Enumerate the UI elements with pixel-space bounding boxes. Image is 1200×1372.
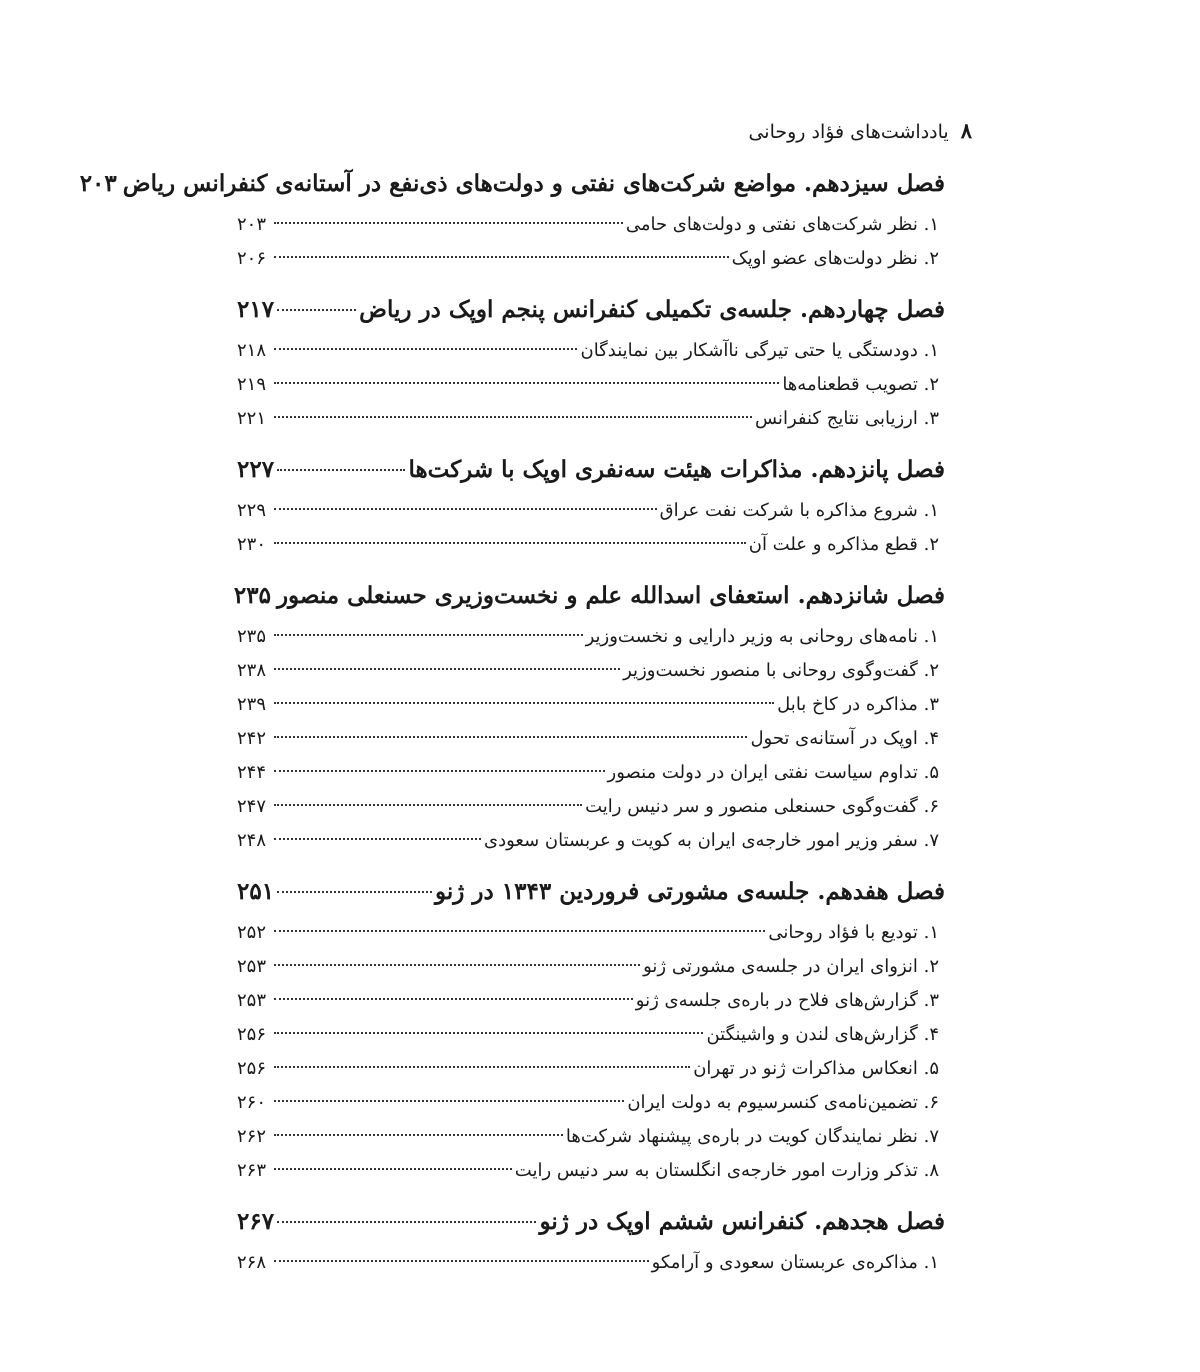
section-entry-title: ۷. نظر نمایندگان کویت در باره‌ی پیشنهاد شرکت‌ها — [565, 1126, 939, 1147]
dot-leader — [274, 964, 640, 966]
section-entry-title: ۲. نظر دولت‌های عضو اوپک — [731, 248, 939, 269]
running-header — [748, 118, 972, 143]
chapter-heading-title: فصل هفدهم. جلسه‌ی مشورتی فروردین ۱۳۴۳ در ژنو — [435, 878, 945, 905]
section-entry-page: ۲۶۰ — [237, 1092, 267, 1113]
chapter-heading-title: فصل هجدهم. کنفرانس ششم اوپک در ژنو — [539, 1208, 945, 1235]
book-title: یادداشت‌های فؤاد روحانی — [748, 121, 949, 143]
chapter-heading — [233, 582, 945, 626]
section-entry-page: ۲۲۱ — [237, 408, 267, 429]
dot-leader — [274, 542, 746, 544]
section-entry — [237, 626, 945, 660]
chapter-block — [237, 1208, 945, 1286]
dot-leader — [274, 1100, 624, 1102]
section-entry-title: ۷. سفر وزیر امور خارجه‌ی ایران به کویت و عربستان سعودی — [484, 830, 939, 851]
section-entry-title: ۱. نامه‌های روحانی به وزیر دارایی و نخست‌وزیر — [585, 626, 939, 647]
section-entry — [237, 500, 945, 534]
section-entry-title: ۱. نظر شرکت‌های نفتی و دولت‌های حامی — [625, 214, 939, 235]
section-entry — [237, 1024, 945, 1058]
chapter-heading — [237, 296, 945, 340]
dot-leader — [274, 256, 729, 258]
chapter-heading — [237, 1208, 945, 1252]
section-entry — [237, 1092, 945, 1126]
section-entry-page: ۲۳۸ — [237, 660, 267, 681]
section-entry-page: ۲۴۸ — [237, 830, 267, 851]
section-entry-title: ۲. گفت‌وگوی روحانی با منصور نخست‌وزیر — [623, 660, 939, 681]
chapter-block — [237, 456, 945, 568]
section-entry-page: ۲۶۲ — [237, 1126, 267, 1147]
dot-leader — [274, 668, 620, 670]
dot-leader — [274, 930, 765, 932]
chapter-block — [237, 296, 945, 442]
section-entry-title: ۶. تضمین‌نامه‌ی کنسرسیوم به دولت ایران — [627, 1092, 939, 1113]
section-entry-page: ۲۵۶ — [237, 1024, 267, 1045]
section-entry-page: ۲۵۶ — [237, 1058, 267, 1079]
section-entry-title: ۵. تداوم سیاست نفتی ایران در دولت منصور — [607, 762, 939, 783]
chapter-block — [233, 582, 945, 864]
section-entry — [237, 374, 945, 408]
chapter-heading-page: ۲۱۷ — [237, 296, 275, 323]
chapter-heading-title: فصل شانزدهم. استعفای اسدالله علم و نخست‌وزیری حسنعلی منصور — [276, 582, 945, 609]
dot-leader — [274, 348, 577, 350]
section-entry — [237, 1160, 945, 1194]
section-entry-title: ۲. تصویب قطعنامه‌ها — [782, 374, 939, 395]
dot-leader — [274, 1032, 703, 1034]
dot-leader — [274, 1134, 563, 1136]
dot-leader — [274, 222, 623, 224]
dot-leader — [274, 1168, 512, 1170]
section-entry-title: ۳. ارزیابی نتایج کنفرانس — [754, 408, 939, 429]
section-entry — [237, 796, 945, 830]
section-entry-page: ۲۳۹ — [237, 694, 267, 715]
dot-leader — [274, 702, 774, 704]
section-entry-page: ۲۴۷ — [237, 796, 267, 817]
dot-leader — [274, 838, 481, 840]
section-entry-page: ۲۶۳ — [237, 1160, 267, 1181]
dot-leader — [274, 634, 583, 636]
chapter-heading — [79, 170, 945, 214]
chapter-heading-title: فصل چهاردهم. جلسه‌ی تکمیلی کنفرانس پنجم اوپک در ریاض — [359, 296, 945, 323]
section-entry — [237, 248, 945, 282]
chapter-heading-title: فصل سیزدهم. مواضع شرکت‌های نفتی و دولت‌های ذی‌نفع در آستانه‌ی کنفرانس ریاض — [122, 170, 945, 197]
section-entry-page: ۲۳۰ — [237, 534, 267, 555]
section-entry — [237, 1126, 945, 1160]
section-entry-page: ۲۰۳ — [237, 214, 267, 235]
section-entry-title: ۲. قطع مذاکره و علت آن — [748, 534, 939, 555]
section-entry-title: ۱. دودستگی یا حتی تیرگی ناآشکار بین نمایندگان — [580, 340, 939, 361]
section-entry — [237, 214, 945, 248]
section-entry-page: ۲۵۲ — [237, 922, 267, 943]
section-entry-title: ۳. مذاکره در کاخ بابل — [777, 694, 939, 715]
dot-leader — [274, 416, 752, 418]
section-entry — [237, 728, 945, 762]
section-entry — [237, 534, 945, 568]
section-entry-title: ۲. انزوای ایران در جلسه‌ی مشورتی ژنو — [643, 956, 939, 977]
section-entry-page: ۲۵۳ — [237, 990, 267, 1011]
section-entry-title: ۶. گفت‌وگوی حسنعلی منصور و سر دنیس رایت — [585, 796, 939, 817]
section-entry-title: ۴. اوپک در آستانه‌ی تحول — [750, 728, 939, 749]
chapter-heading-title: فصل پانزدهم. مذاکرات هیئت سه‌نفری اوپک با شرکت‌ها — [408, 456, 945, 483]
chapter-heading-page: ۲۲۷ — [237, 456, 275, 483]
section-entry — [237, 660, 945, 694]
section-entry — [237, 340, 945, 374]
dot-leader — [274, 736, 747, 738]
dot-leader — [274, 804, 582, 806]
section-entry — [237, 956, 945, 990]
chapter-block — [79, 170, 945, 282]
section-entry-page: ۲۰۶ — [237, 248, 267, 269]
section-entry-title: ۱. مذاکره‌ی عربستان سعودی و آرامکو — [651, 1252, 939, 1273]
section-entry-page: ۲۴۴ — [237, 762, 267, 783]
section-entry — [237, 408, 945, 442]
chapter-heading-page: ۲۶۷ — [237, 1208, 275, 1235]
section-entry-page: ۲۵۳ — [237, 956, 267, 977]
dot-leader — [274, 508, 657, 510]
section-entry-page: ۲۲۹ — [237, 500, 267, 521]
chapter-block — [237, 878, 945, 1194]
section-entry — [237, 830, 945, 864]
section-entry-page: ۲۶۸ — [237, 1252, 267, 1273]
section-entry — [237, 1252, 945, 1286]
dot-leader — [274, 770, 605, 772]
section-entry — [237, 922, 945, 956]
dot-leader — [277, 469, 405, 471]
section-entry — [237, 762, 945, 796]
dot-leader — [274, 382, 779, 384]
chapter-heading — [237, 456, 945, 500]
section-entry-title: ۱. شروع مذاکره با شرکت نفت عراق — [659, 500, 939, 521]
section-entry-page: ۲۱۸ — [237, 340, 267, 361]
dot-leader — [277, 1221, 536, 1223]
section-entry-page: ۲۳۵ — [237, 626, 267, 647]
dot-leader — [274, 1260, 649, 1262]
section-entry-title: ۵. انعکاس مذاکرات ژنو در تهران — [693, 1058, 939, 1079]
chapter-heading — [237, 878, 945, 922]
page-number: ۸ — [960, 118, 972, 143]
dot-leader — [274, 1066, 690, 1068]
table-of-contents — [79, 170, 945, 1300]
section-entry — [237, 694, 945, 728]
dot-leader — [277, 891, 432, 893]
chapter-heading-page: ۲۰۳ — [79, 170, 117, 197]
chapter-heading-page: ۲۳۵ — [233, 582, 271, 609]
section-entry-page: ۲۱۹ — [237, 374, 267, 395]
section-entry-title: ۳. گزارش‌های فلاح در باره‌ی جلسه‌ی ژنو — [635, 990, 939, 1011]
section-entry-page: ۲۴۲ — [237, 728, 267, 749]
dot-leader — [277, 309, 356, 311]
section-entry-title: ۸. تذکر وزارت امور خارجه‌ی انگلستان به سر دنیس رایت — [514, 1160, 939, 1181]
section-entry-title: ۴. گزارش‌های لندن و واشینگتن — [706, 1024, 939, 1045]
section-entry — [237, 990, 945, 1024]
chapter-heading-page: ۲۵۱ — [237, 878, 275, 905]
dot-leader — [274, 998, 633, 1000]
section-entry — [237, 1058, 945, 1092]
section-entry-title: ۱. تودیع با فؤاد روحانی — [768, 922, 939, 943]
